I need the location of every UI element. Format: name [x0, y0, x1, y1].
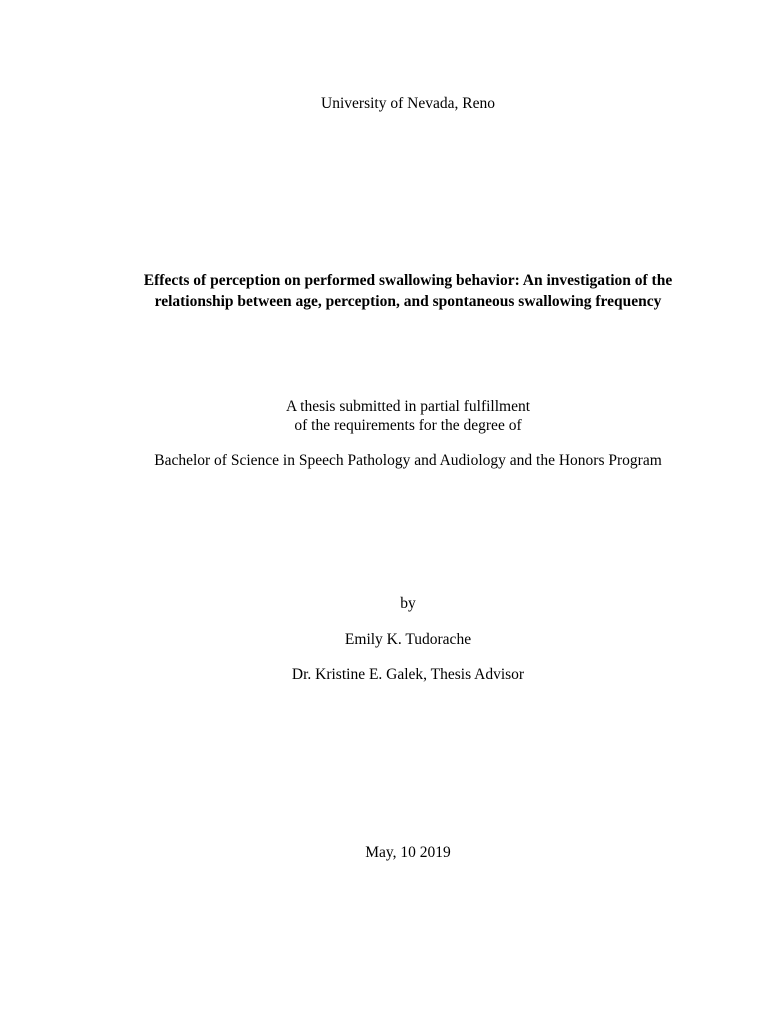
- thesis-title-line-2: relationship between age, perception, and spontaneous swallowing frequency: [154, 293, 662, 310]
- by-label: by: [400, 595, 416, 612]
- submission-statement-line-1: A thesis submitted in partial fulfillment: [285, 398, 531, 415]
- thesis-advisor: Dr. Kristine E. Galek, Thesis Advisor: [291, 666, 525, 683]
- author-name: Emily K. Tudorache: [344, 631, 472, 648]
- thesis-title-line-1: Effects of perception on performed swallowing behavior: An investigation of the: [143, 272, 673, 289]
- submission-date: May, 10 2019: [365, 844, 451, 861]
- institution-name: University of Nevada, Reno: [321, 95, 495, 112]
- submission-statement-line-2: of the requirements for the degree of: [294, 417, 522, 434]
- degree-name: Bachelor of Science in Speech Pathology and Audiology and the Honors Program: [154, 452, 662, 469]
